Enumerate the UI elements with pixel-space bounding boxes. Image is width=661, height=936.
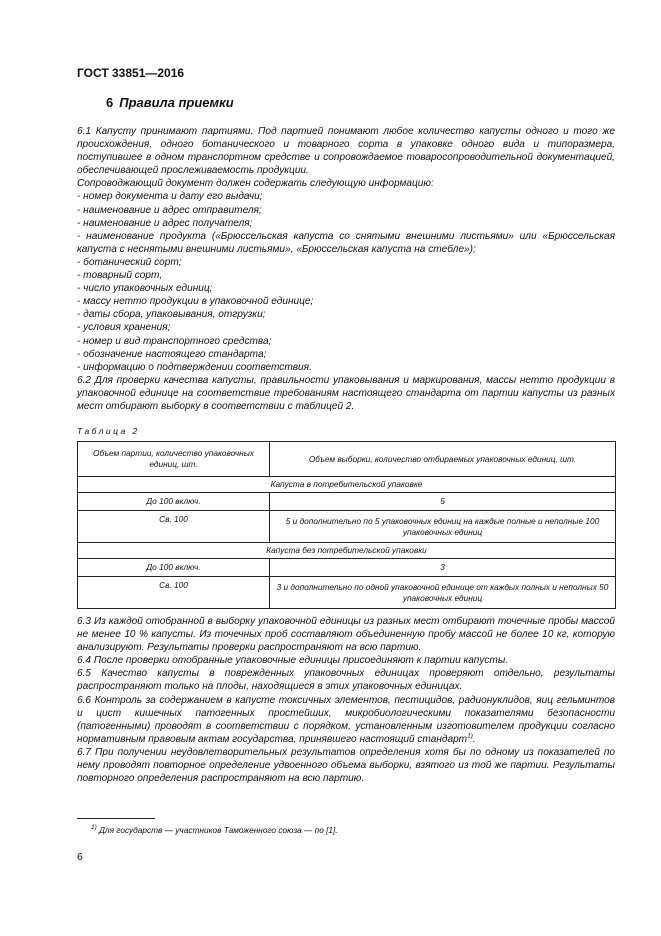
footnote (91, 825, 338, 835)
table-cell: 3 и дополнительно по одной упаковочной единице от каждых полных и неполных 50 упаковочных единиц (270, 577, 616, 609)
footnote-text: Для государств — участников Таможенного союза — по [1]. (99, 825, 338, 835)
list-item: - ботанический сорт; (77, 256, 182, 268)
paragraph: 6.7 При получении неудовлетворительных результатов определения хотя бы по одному из показателей по нему проводят повторное определение удвоенного объема выборки, взятого из той же партии. Результаты повторного определения распространяют на всю партию. (77, 746, 615, 785)
table-row (78, 577, 616, 609)
table-cell: 5 и дополнительно по 5 упаковочных единиц на каждые полные и неполные 100 упаковочных единиц (270, 511, 616, 543)
paragraph: Сопроводжающий документ должен содержать следующую информацию: (77, 178, 434, 190)
table-header-cell: Объем партии, количество упаковочных единиц, шт. (78, 442, 270, 477)
table-row (78, 493, 616, 511)
list-item: - номер документа и дату его выдачи; (77, 191, 263, 203)
footnote-separator (77, 818, 155, 819)
list-item: - условия хранения; (77, 322, 171, 334)
table-row (78, 559, 616, 577)
paragraph: 6.2 Для проверки качества капусты, правильности упаковывания и маркирования, массы нетто продукции в упаковочной единице на соответствие требованиям настоящего стандарта от партии капусты из разных мест отбирают выборку в соответствии с таблицей 2. (77, 374, 615, 412)
list-item: - наименование и адрес отправителя; (77, 204, 262, 216)
list-item: - номер и вид транспортного средства; (77, 335, 272, 347)
paragraph: 6.5 Качество капусты в поврежденных упаковочных единицах проверяют отдельно, результаты распространяют только на плоды, находящиеся в этих упаковочных единицах. (77, 668, 615, 693)
footnote-mark: 1) (91, 824, 97, 832)
list-item: - наименование продукта («Брюссельская капуста со снятыми внешними листьями» или «Брюссельская капуста с неснятыми внешними листьями», «Брюссельская капуста на стебле»); (77, 230, 615, 255)
table-group-row (78, 543, 616, 559)
table-group-title: Капуста в потребительской упаковке (78, 477, 616, 493)
table-cell: Св. 100 (78, 577, 270, 609)
list-item: - число упаковочных единиц; (77, 283, 213, 295)
table-header-row (78, 442, 616, 477)
paragraphs-top (77, 125, 615, 413)
sample-size-table (77, 441, 616, 609)
table-cell: Св. 100 (78, 511, 270, 543)
section-title-text: Правила приемки (119, 95, 234, 110)
paragraphs-bottom (77, 615, 615, 785)
paragraph: 6.1 Капусту принимают партиями. Под партией понимают любое количество капусты одного и того же происхождения, одного ботанического и товарного сорта в упаковке одного вида и типоразмера, поступившее в одном транспортном средстве и сопровождаемое товаросопроводительной документацией, обеспечивающей прослеживаемость продукции. (77, 126, 615, 177)
list-item: - даты сбора, упаковывания, отгрузки; (77, 309, 266, 321)
table-row (78, 511, 616, 543)
list-item: - обозначение настоящего стандарта; (77, 348, 267, 360)
list-item: - массу нетто продукции в упаковочной единице; (77, 296, 314, 308)
list-item: - информацию о подтверждении соответствия. (77, 361, 312, 373)
table-cell: 5 (270, 493, 616, 511)
table-cell: До 100 включ. (78, 493, 270, 511)
footnote-ref: 1) (467, 732, 473, 740)
paragraph-end: . (472, 733, 476, 745)
list-item: - наименование и адрес получателя; (77, 217, 253, 229)
section-title (106, 95, 234, 110)
table-cell: До 100 включ. (78, 559, 270, 577)
paragraph (77, 694, 615, 746)
document-header: ГОСТ 33851—2016 (77, 66, 185, 80)
section-number: 6 (106, 95, 114, 110)
table-header-cell: Объем выборки, количество отбираемых упаковочных единиц, шт. (270, 442, 616, 477)
paragraph-text: 6.6 Контроль за содержанием в капусте токсичных элементов, пестицидов, радионуклидов, яиц гельминтов и цист кишечных патогенных простейших, микробиологическими показателями безопасности (патогенными) проводят в соответствии с порядком, установленным изготовителем продукции согласно нормативным правовым актам государства, принявшего настоящий стандарт (77, 694, 615, 745)
table-caption: Таблица 2 (77, 426, 140, 436)
paragraph: 6.4 После проверки отобранные упаковочные единицы присоединяют к партии капусты. (77, 655, 509, 667)
table-cell: 3 (270, 559, 616, 577)
table-group-row (78, 477, 616, 493)
table-group-title: Капуста без потребительской упаковки (78, 543, 616, 559)
list-item: - товарный сорт, (77, 270, 163, 282)
paragraph: 6.3 Из каждой отобранной в выборку упаковочной единицы из разных мест отбирают точечные пробы массой не менее 10 % капусты. Из точечных проб составляют объединенную пробу массой не более 10 кг, которую анализируют. Результаты проверки распространяют на всю партию. (77, 616, 615, 654)
page-number: 6 (77, 851, 83, 863)
